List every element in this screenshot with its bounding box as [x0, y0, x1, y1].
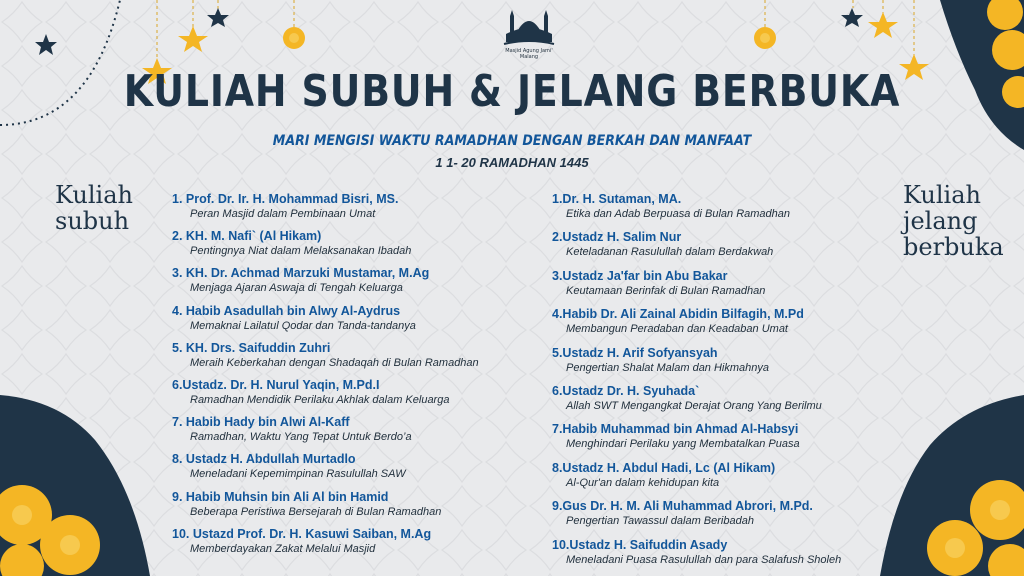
subuh-speaker-list: [172, 192, 532, 564]
speaker-name: 4.Habib Dr. Ali Zainal Abidin Bilfagih, M.Pd: [552, 307, 804, 322]
lecture-topic: Menjaga Ajaran Aswaja di Tengah Keluarga: [190, 282, 403, 295]
lecture-topic: Al-Qur'an dalam kehidupan kita: [566, 476, 720, 489]
list-item: [172, 266, 532, 303]
list-item: [552, 269, 882, 307]
list-item: [172, 341, 532, 378]
speaker-name: 10. Ustazd Prof. Dr. H. Kasuwi Saiban, M.Ag: [172, 526, 432, 541]
lecture-topic: Ramadhan, Waktu Yang Tepat Untuk Berdo’a: [190, 431, 412, 444]
lecture-topic: Peran Masjid dalam Pembinaan Umat: [190, 208, 376, 220]
lecture-topic: Etika dan Adab Berpuasa di Bulan Ramadhan: [566, 208, 791, 220]
list-item: [552, 499, 882, 537]
lecture-topic: Meraih Keberkahan dengan Shadaqah di Bulan Ramadhan: [190, 356, 479, 369]
logo-text: Masjid Agung Jami' Malang: [505, 48, 553, 60]
page-title: KULIAH SUBUH & JELANG BERBUKA: [123, 66, 901, 117]
list-item: [552, 346, 882, 384]
lecture-topic: Pentingnya Niat dalam Melaksanakan Ibadah: [190, 245, 412, 258]
list-item: [552, 307, 882, 345]
speaker-name: 1. Prof. Dr. Ir. H. Mohammad Bisri, MS.: [172, 192, 399, 206]
lecture-topic: Keteladanan Rasulullah dalam Berdakwah: [566, 246, 774, 259]
speaker-name: 1.Dr. H. Sutaman, MA.: [552, 192, 682, 206]
mosque-icon: [496, 8, 562, 48]
speaker-name: 3.Ustadz Ja'far bin Abu Bakar: [552, 268, 728, 283]
list-item: [552, 230, 882, 268]
list-item: [172, 304, 532, 341]
lecture-topic: Allah SWT Mengangkat Derajat Orang Yang Berilmu: [566, 399, 822, 412]
list-item: [172, 490, 532, 527]
speaker-name: 6.Ustadz. Dr. H. Nurul Yaqin, M.Pd.I: [172, 377, 380, 392]
speaker-name: 9.Gus Dr. H. M. Ali Muhammad Abrori, M.Pd.: [552, 499, 813, 514]
page-subtitle: MARI MENGISI WAKTU RAMADHAN DENGAN BERKAH DAN MANFAAT: [272, 133, 752, 149]
list-item: [172, 378, 532, 415]
speaker-name: 5.Ustadz H. Arif Sofyansyah: [552, 345, 718, 360]
speaker-name: 7.Habib Muhammad bin Ahmad Al-Habsyi: [552, 422, 799, 437]
speaker-name: 10.Ustadz H. Saifuddin Asady: [552, 537, 728, 552]
lecture-topic: Menghindari Perilaku yang Membatalkan Puasa: [566, 438, 800, 451]
list-item: [552, 384, 882, 422]
kuliah-berbuka-label: Kuliah jelang berbuka: [903, 181, 1004, 261]
list-item: [172, 527, 532, 564]
speaker-name: 2. KH. M. Nafi` (Al Hikam): [172, 229, 322, 244]
list-item: [172, 415, 532, 452]
list-item: [172, 192, 532, 229]
speaker-name: 9. Habib Muhsin bin Ali Al bin Hamid: [172, 489, 389, 504]
speaker-name: 4. Habib Asadullah bin Alwy Al-Aydrus: [172, 303, 401, 318]
speaker-name: 8. Ustadz H. Abdullah Murtadlo: [172, 452, 356, 467]
kuliah-subuh-label: Kuliah subuh: [55, 181, 133, 235]
list-item: [552, 192, 882, 230]
date-range: 1 1- 20 RAMADHAN 1445: [435, 155, 589, 170]
list-item: [552, 422, 882, 460]
speaker-name: 6.Ustadz Dr. H. Syuhada`: [552, 383, 700, 398]
speaker-name: 2.Ustadz H. Salim Nur: [552, 230, 682, 245]
lecture-topic: Ramadhan Mendidik Perilaku Akhlak dalam Keluarga: [190, 393, 450, 406]
mosque-logo: [496, 8, 562, 64]
lecture-topic: Memaknai Lailatul Qodar dan Tanda-tandanya: [190, 319, 416, 332]
speaker-name: 7. Habib Hady bin Alwi Al-Kaff: [172, 415, 350, 430]
berbuka-speaker-list: [552, 192, 882, 576]
list-item: [172, 452, 532, 489]
speaker-name: 8.Ustadz H. Abdul Hadi, Lc (Al Hikam): [552, 460, 776, 475]
list-item: [552, 461, 882, 499]
lecture-topic: Memberdayakan Zakat Melalui Masjid: [190, 542, 376, 555]
list-item: [172, 229, 532, 266]
lecture-topic: Pengertian Shalat Malam dan Hikmahnya: [566, 361, 770, 374]
list-item: [552, 538, 882, 576]
speaker-name: 5. KH. Drs. Saifuddin Zuhri: [172, 340, 331, 355]
lecture-topic: Pengertian Tawassul dalam Beribadah: [566, 515, 754, 528]
lecture-topic: Keutamaan Berinfak di Bulan Ramadhan: [566, 284, 766, 297]
lecture-topic: Beberapa Peristiwa Bersejarah di Bulan Ramadhan: [190, 505, 442, 518]
lecture-topic: Meneladani Kepemimpinan Rasulullah SAW: [190, 468, 406, 481]
lecture-topic: Membangun Peradaban dan Keadaban Umat: [566, 323, 788, 336]
speaker-name: 3. KH. Dr. Achmad Marzuki Mustamar, M.Ag: [172, 266, 430, 281]
lecture-topic: Meneladani Puasa Rasulullah dan para Salafush Sholeh: [566, 553, 842, 566]
